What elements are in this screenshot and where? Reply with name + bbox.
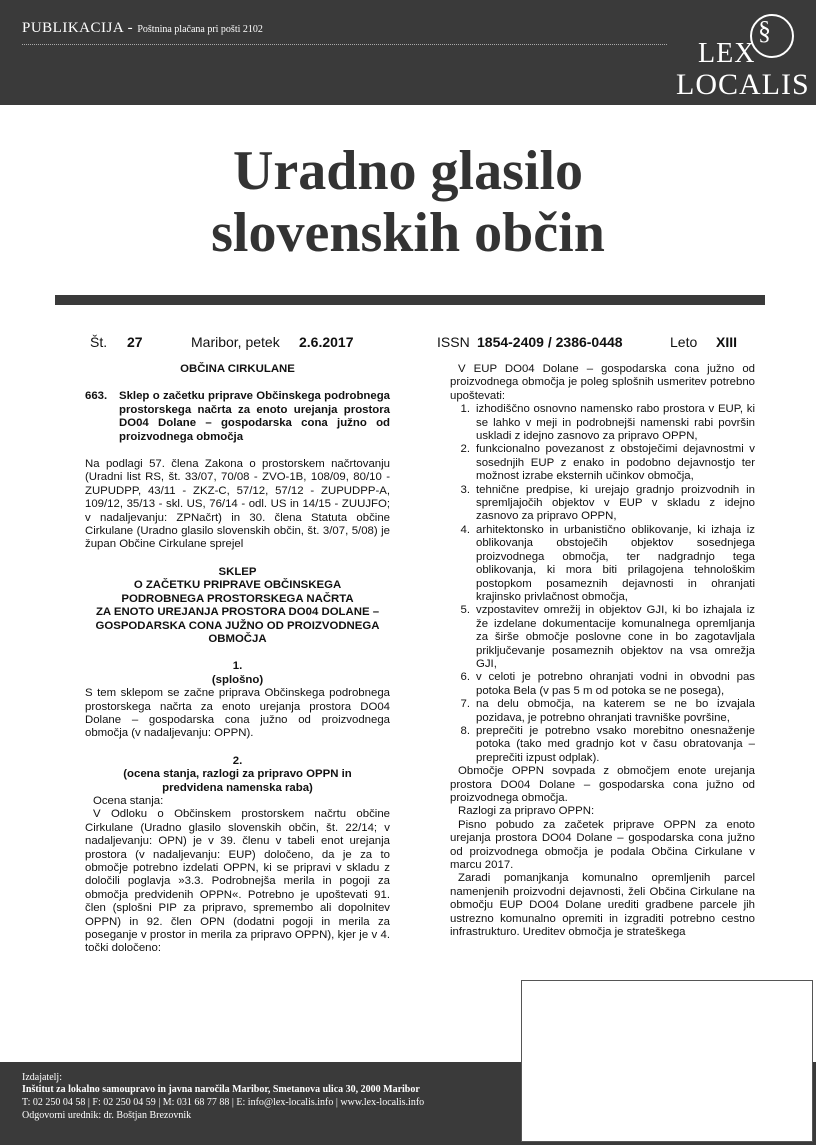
sklep-line-5: OBMOČJA	[208, 632, 267, 645]
issn-value: 1854-2409 / 2386-0448	[477, 334, 623, 350]
logo-lex: LEX	[698, 38, 756, 69]
list-item: 7. na delu območja, na katerem se ne bo izvajala pozidava, je potrebno ohranjati travniške površine,	[460, 698, 755, 724]
list-item: 6. v celoti je potrebno ohranjati vodni in obvodni pas potoka Bela (v pas 5 m od potoka se ne posega),	[460, 671, 755, 697]
issue-st-label: Št.	[90, 334, 108, 350]
right-column	[450, 363, 755, 939]
logo-circle-icon	[750, 14, 794, 58]
issue-place-date: Maribor, petek	[191, 334, 280, 350]
publikacija-text: PUBLIKACIJA -	[22, 20, 134, 36]
blank-box	[521, 980, 813, 1142]
footer-izdajatelj: Izdajatelj:	[22, 1072, 62, 1083]
title-rule	[55, 295, 765, 305]
page-title	[0, 140, 816, 264]
right-paragraph-1: Območje OPPN sovpada z območjem enote urejanja prostora DO04 Dolane – gospodarska cona južno od proizvodnega območja.	[450, 765, 755, 804]
section-1-number: 1.	[232, 660, 243, 673]
section-sign-icon: §	[758, 16, 771, 45]
section-2-title-2: predvidena namenska raba)	[162, 781, 313, 794]
sklep-title: SKLEP	[218, 565, 257, 578]
postnina-text: Poštnina plačana pri pošti 2102	[137, 24, 263, 35]
section-1-text: S tem sklepom se začne priprava Občinskega podrobnega prostorskega načrta za enoto urejanja prostora DO04 Dolane – gospodarska cona južno od proizvodnega območja (v nadaljevanju: OPPN).	[85, 687, 390, 740]
section-2-number: 2.	[232, 754, 243, 767]
leto-label: Leto	[670, 334, 698, 350]
ocena-label: Ocena stanja:	[93, 794, 164, 807]
right-paragraph-2: Pisno pobudo za začetek priprave OPPN za enoto urejanja prostora DO04 Dolane – gospodarska cona južno od proizvodnega območja je podala Občina Cirkulane v marcu 2017.	[450, 818, 755, 872]
act-number: 663.	[85, 390, 108, 403]
issn-label: ISSN	[437, 334, 470, 350]
list-item: 5. vzpostavitev omrežij in objektov GJI, ki bo izhajala iz že izdelane dokumentacije komunalnega opremljanja za širše območje poslovne cone in bo zagotavljala priključevanje posameznih objektov na vsa omrežja GJI,	[460, 604, 755, 670]
razlogi-label: Razlogi za pripravo OPPN:	[458, 805, 595, 818]
issue-st-value: 27	[127, 334, 143, 350]
leto-value: XIII	[716, 334, 738, 350]
right-intro: V EUP DO04 Dolane – gospodarska cona južno od proizvodnega območja je poleg splošnih usmeritev potrebno upoštevati:	[450, 363, 755, 402]
publication-label	[22, 20, 263, 37]
section-2-text: V Odloku o Občinskem prostorskem načrtu občine Cirkulane (Uradno glasilo slovenskih občin, št. 22/14; v nadaljevanju: OPN) je v 39. členu v tabeli enot urejanja prostora (v nadaljevanju: EUP) določeno, da je za to območje potrebno izdelati OPPN, ki se pripravi v skladu z določili poglavja »3.3. Podrobnejša merila in pogoji za območja predvidenih OPPN«. Potrebno je upoštevati 91. člen (splošni PIP za pripravo, spremembo ali dopolnitev OPPN) in 92. člen OPN (dodatni pogoji in merila za poseganje v prostor in merila za pripravo OPPN), kjer je v 4. točki določeno:	[85, 808, 390, 955]
intro-paragraph: Na podlagi 57. člena Zakona o prostorskem načrtovanju (Uradni list RS, št. 33/07, 70/08 - ZVO-1B, 108/09, 80/10 - ZUPUDPP, 43/11 - ZKZ-C, 57/12, 57/12 - ZUPUDPP-A, 109/12, 35/13 - skl. US, 76/14 - odl. US in 14/15 - ZUUJFO; v nadaljevanju: ZPNačrt) in 30. člena Statuta občine Cirkulane (Uradno glasilo slovenskih občin, št. 3/07, 5/08) je župan Občine Cirkulane sprejel	[85, 458, 390, 551]
title-line-2: slovenskih občin	[211, 202, 605, 264]
municipality-heading: OBČINA CIRKULANE	[180, 363, 295, 375]
title-line-1: Uradno glasilo	[232, 140, 584, 202]
list-item: 3. tehnične predpise, ki urejajo gradnjo proizvodnih in spremljajočih objektov v EUP v skladu z idejno zasnovo za pripravo OPPN,	[460, 483, 755, 523]
header-dotted-divider	[22, 44, 667, 45]
issue-date: 2.6.2017	[299, 334, 354, 350]
footer-urednik: Odgovorni urednik: dr. Boštjan Brezovnik	[22, 1110, 192, 1121]
act-title: Sklep o začetku priprave Občinskega podrobnega prostorskega načrta za enoto urejanja prostora DO04 Dolane – gospodarska cona južno od proizvodnega območja	[119, 390, 390, 443]
section-2-title-1: (ocena stanja, razlogi za pripravo OPPN in	[123, 768, 352, 781]
sklep-line-2: PODROBNEGA PROSTORSKEGA NAČRTA	[121, 592, 354, 605]
list-item: 2. funkcionalno povezanost z obstoječimi dejavnostmi v sosednjih EUP z enako in podobno dejavnostjo ter možnost izrabe eksternih učinkov območja,	[460, 443, 755, 483]
act-heading	[85, 390, 390, 444]
sklep-line-4: GOSPODARSKA CONA JUŽNO OD PROIZVODNEGA	[95, 619, 380, 632]
list-item: 1. izhodiščno osnovno namensko rabo prostora v EUP, ki se lahko v meji in podrobnejši namenski rabi površin uskladi z idejno zasnovo za pripravo OPPN,	[460, 403, 755, 443]
left-column	[85, 363, 390, 956]
sklep-line-1: O ZAČETKU PRIPRAVE OBČINSKEGA	[133, 579, 342, 592]
logo-localis: LOCALIS	[676, 68, 810, 101]
list-item: 4. arhitektonsko in urbanistično oblikovanje, ki izhaja iz oblikovanja obstoječih objektov sosednjega proizvodnega območja, ter nadgradnjo tega oblikovanja, ki mora biti prilagojena tehnološkim postopkom posameznih dejavnosti in ohranjati krajinsko privlačnost območja,	[460, 523, 755, 603]
lex-localis-logo	[672, 12, 810, 101]
list-item: 8. preprečiti je potrebno vsako morebitno onesnaženje potoka (tako med gradnjo kot v času obratovanja – preprečiti izpust odplak).	[460, 724, 755, 764]
sklep-line-3: ZA ENOTO UREJANJA PROSTORA DO04 DOLANE –	[95, 606, 380, 619]
footer-contacts: T: 02 250 04 58 | F: 02 250 04 59 | M: 031 68 77 88 | E: info@lex-localis.info | www.lex-localis.info	[22, 1097, 425, 1108]
footer-institut: Inštitut za lokalno samoupravo in javna naročila Maribor, Smetanova ulica 30, 2000 Maribor	[22, 1084, 420, 1095]
section-1-title: (splošno)	[211, 673, 264, 686]
right-paragraph-3: Zaradi pomanjkanja komunalno opremljenih parcel namenjenih proizvodni dejavnosti, želi Občina Cirkulane na območju EUP DO04 Dolane urediti gradbene parcele jih ustrezno komunalno opremiti in izgraditi potrebno cestno infrastrukturo. Ureditev območja je strateškega	[450, 872, 755, 939]
